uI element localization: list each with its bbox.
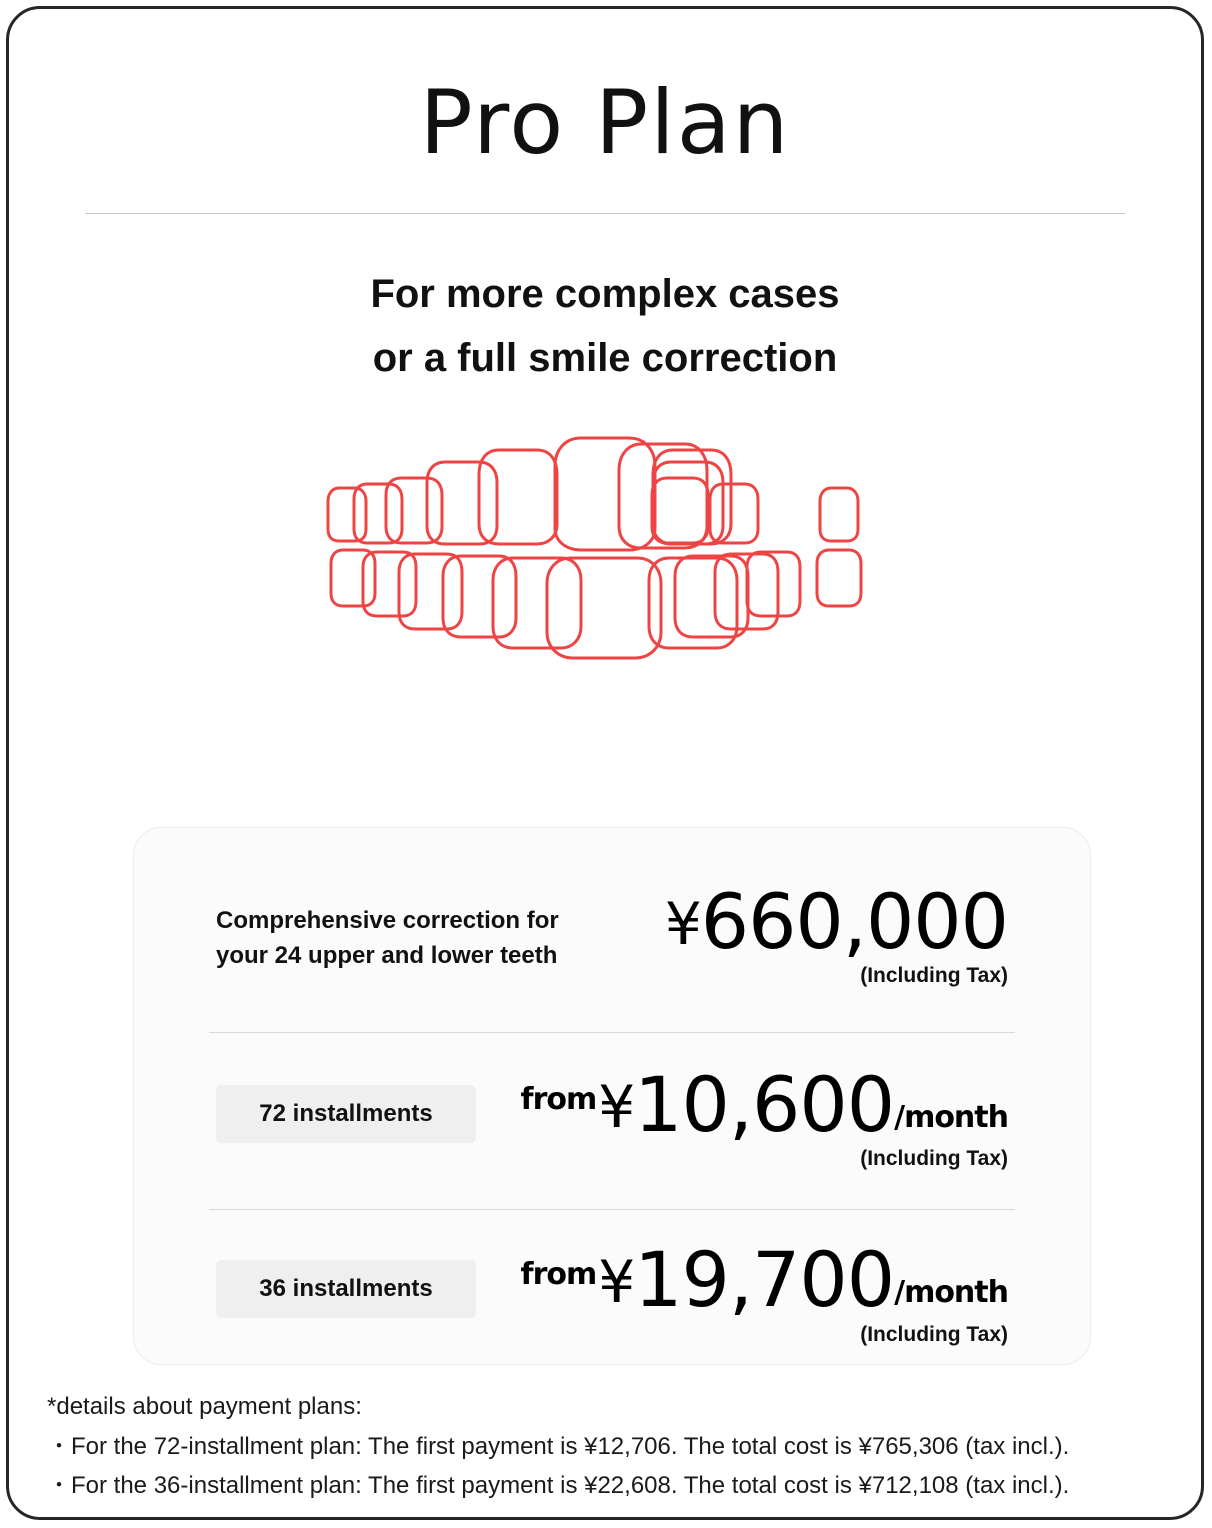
total-amount xyxy=(616,877,1008,966)
pricing-row-total xyxy=(134,877,1090,988)
pricing-panel xyxy=(133,827,1091,1365)
installment-72-amount-block xyxy=(520,1060,1008,1171)
installment-36-period: /month xyxy=(894,1275,1008,1311)
currency-symbol: ¥ xyxy=(598,1248,635,1317)
installment-72-amount xyxy=(520,1060,1008,1150)
total-tax-note: (Including Tax) xyxy=(860,964,1008,988)
installment-72-tax-note: (Including Tax) xyxy=(860,1147,1008,1171)
installment-36-badge: 36 installments xyxy=(216,1260,476,1318)
installment-72-badge: 72 installments xyxy=(216,1085,476,1143)
footnote-line-2: ・For the 36-installment plan: The first payment is ¥22,608. The total cost is ¥712,108 (tax incl.). xyxy=(47,1472,1070,1500)
currency-symbol: ¥ xyxy=(664,890,701,958)
total-description-line-1: Comprehensive correction for xyxy=(216,907,559,934)
pricing-row-installment-72 xyxy=(134,1060,1090,1171)
total-description xyxy=(216,886,616,974)
total-amount-block xyxy=(616,877,1008,988)
installment-36-amount-block xyxy=(520,1235,1008,1346)
pricing-divider-1 xyxy=(209,1032,1015,1033)
currency-symbol: ¥ xyxy=(598,1073,635,1142)
installment-36-label-col xyxy=(216,1244,521,1318)
title-divider xyxy=(85,213,1125,214)
teeth-illustration xyxy=(9,426,1201,691)
total-description-line-2: your 24 upper and lower teeth xyxy=(216,941,558,969)
pricing-divider-2 xyxy=(209,1209,1015,1210)
footnotes xyxy=(47,1387,1187,1506)
installment-72-amount-value: 10,600 xyxy=(634,1060,895,1150)
plan-subtitle-line-2: or a full smile correction xyxy=(372,336,838,381)
installment-36-amount-value: 19,700 xyxy=(634,1235,895,1325)
pro-plan-card xyxy=(6,6,1204,1520)
plan-subtitle-line-1: For more complex cases xyxy=(370,272,840,317)
footnote-heading: *details about payment plans: xyxy=(47,1393,362,1420)
plan-subtitle xyxy=(9,262,1201,390)
footnote-line-1: ・For the 72-installment plan: The first payment is ¥12,706. The total cost is ¥765,306 (tax incl.). xyxy=(47,1432,1070,1460)
installment-72-from-label: from xyxy=(520,1082,597,1118)
pricing-row-installment-36 xyxy=(134,1235,1090,1346)
page-title: Pro Plan xyxy=(419,71,791,174)
installment-36-from-label: from xyxy=(520,1257,597,1293)
installment-36-tax-note: (Including Tax) xyxy=(860,1322,1008,1346)
installment-72-label-col xyxy=(216,1069,521,1143)
installment-72-period: /month xyxy=(894,1100,1008,1136)
installment-36-amount xyxy=(520,1235,1008,1325)
teeth-icon xyxy=(285,426,925,686)
total-amount-value: 660,000 xyxy=(700,877,1008,966)
